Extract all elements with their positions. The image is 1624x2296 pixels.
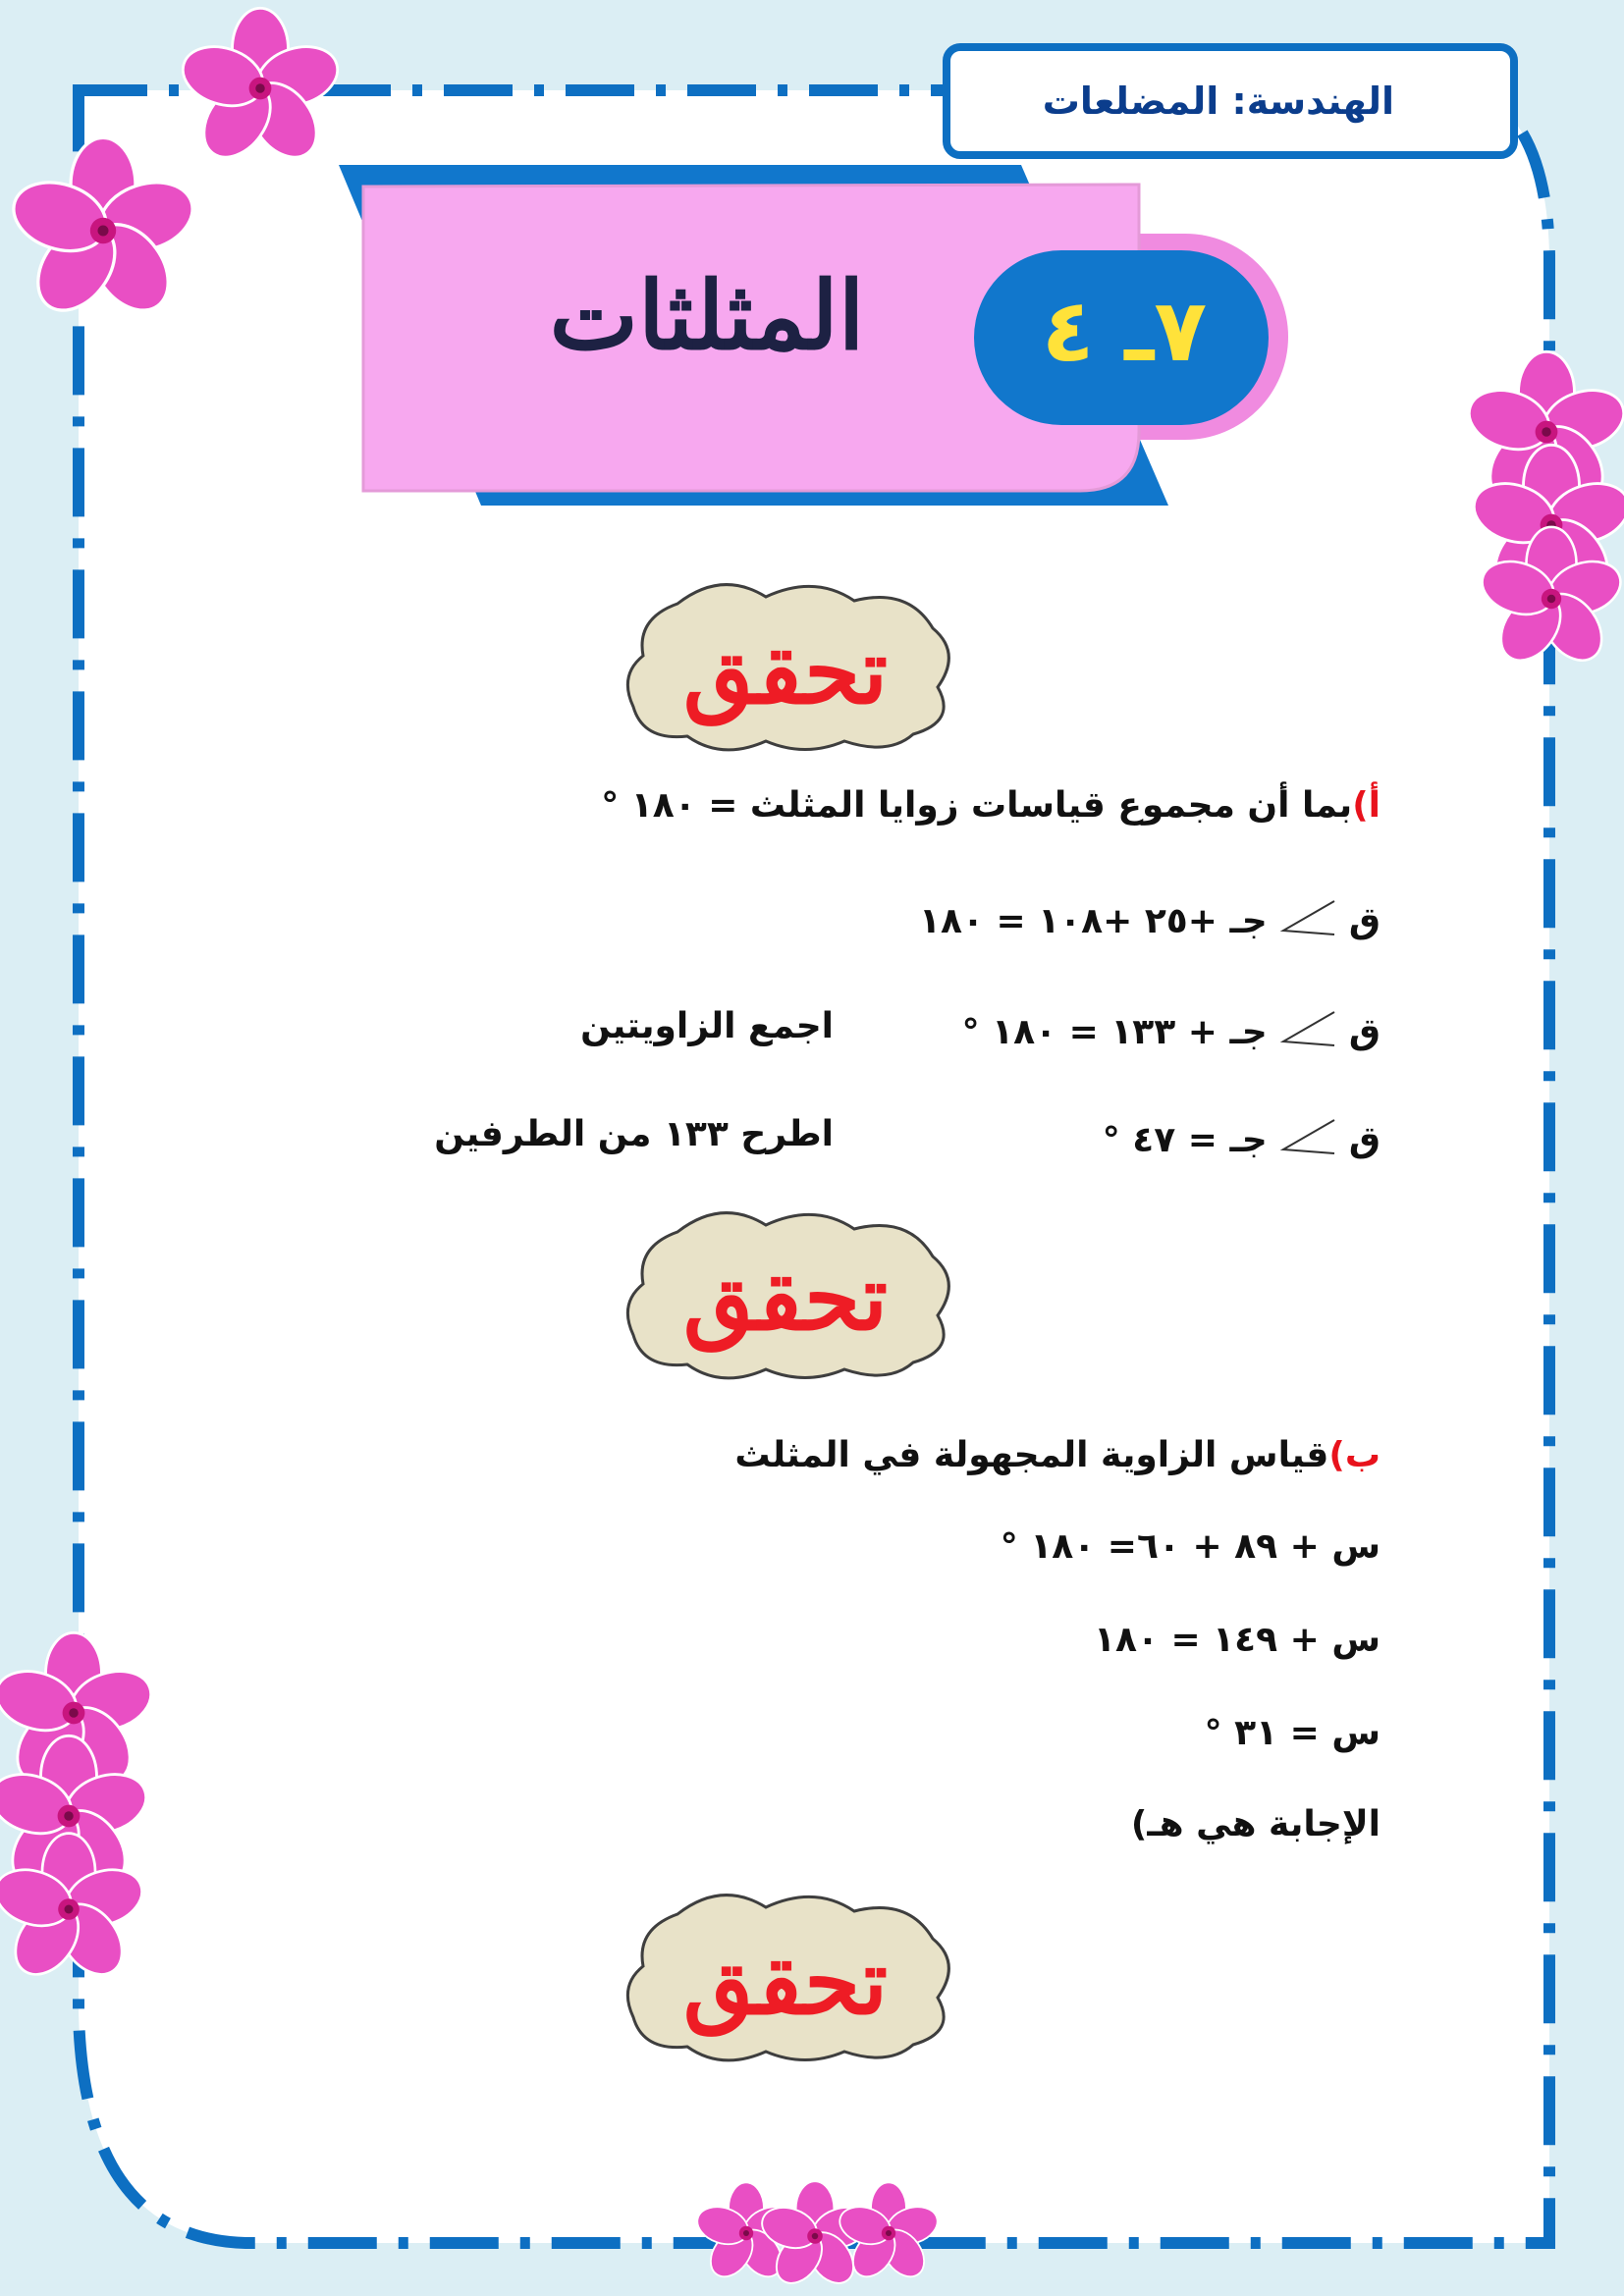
part-a-step [962,1006,1380,1052]
step-expression: جـ +٢٥ +١٠٨ = ١٨٠ [919,901,1268,941]
part-b-step: س = ٣١ ° [1204,1713,1380,1753]
step-note: اجمع الزاويتين [580,1006,834,1046]
angle-prefix: ق [1348,1012,1380,1052]
step-note: اطرح ١٣٣ من الطرفين [434,1114,834,1154]
part-b-answer: الإجابة هي هـ) [1130,1804,1380,1844]
step-expression: جـ + ١٣٣ = ١٨٠ ° [961,1012,1268,1052]
part-b-intro [734,1435,1380,1475]
step-expression: جـ = ٤٧ ° [1102,1120,1268,1160]
part-b-step: س + ١٤٩ = ١٨٠ [1094,1620,1380,1660]
unit-chip-label: الهندسة: المضلعات [1042,80,1394,123]
angle-icon [1279,1006,1336,1051]
part-b-label: ب) [1328,1435,1380,1475]
part-a-step [919,895,1380,941]
part-a-intro [601,785,1380,826]
part-b-step: س + ٨٩ + ٦٠= ١٨٠ ° [1000,1526,1380,1567]
part-b-intro-text: قياس الزاوية المجهولة في المثلث [734,1435,1329,1475]
check-label: تحقق [682,1929,889,2035]
angle-prefix: ق [1348,1120,1380,1160]
part-a-intro-text: بما أن مجموع قياسات زوايا المثلث = ١٨٠ ° [601,785,1353,826]
part-a-step [1103,1114,1380,1160]
check-label: تحقق [682,1245,889,1351]
part-a-label: أ) [1352,785,1380,826]
unit-chip [943,43,1518,159]
angle-icon [1279,1114,1336,1159]
angle-prefix: ق [1348,901,1380,941]
check-label: تحقق [682,618,889,724]
lesson-title: المثلثات [549,260,865,371]
angle-icon [1279,895,1336,940]
lesson-number: ٧ـ ٤ [1041,280,1208,381]
